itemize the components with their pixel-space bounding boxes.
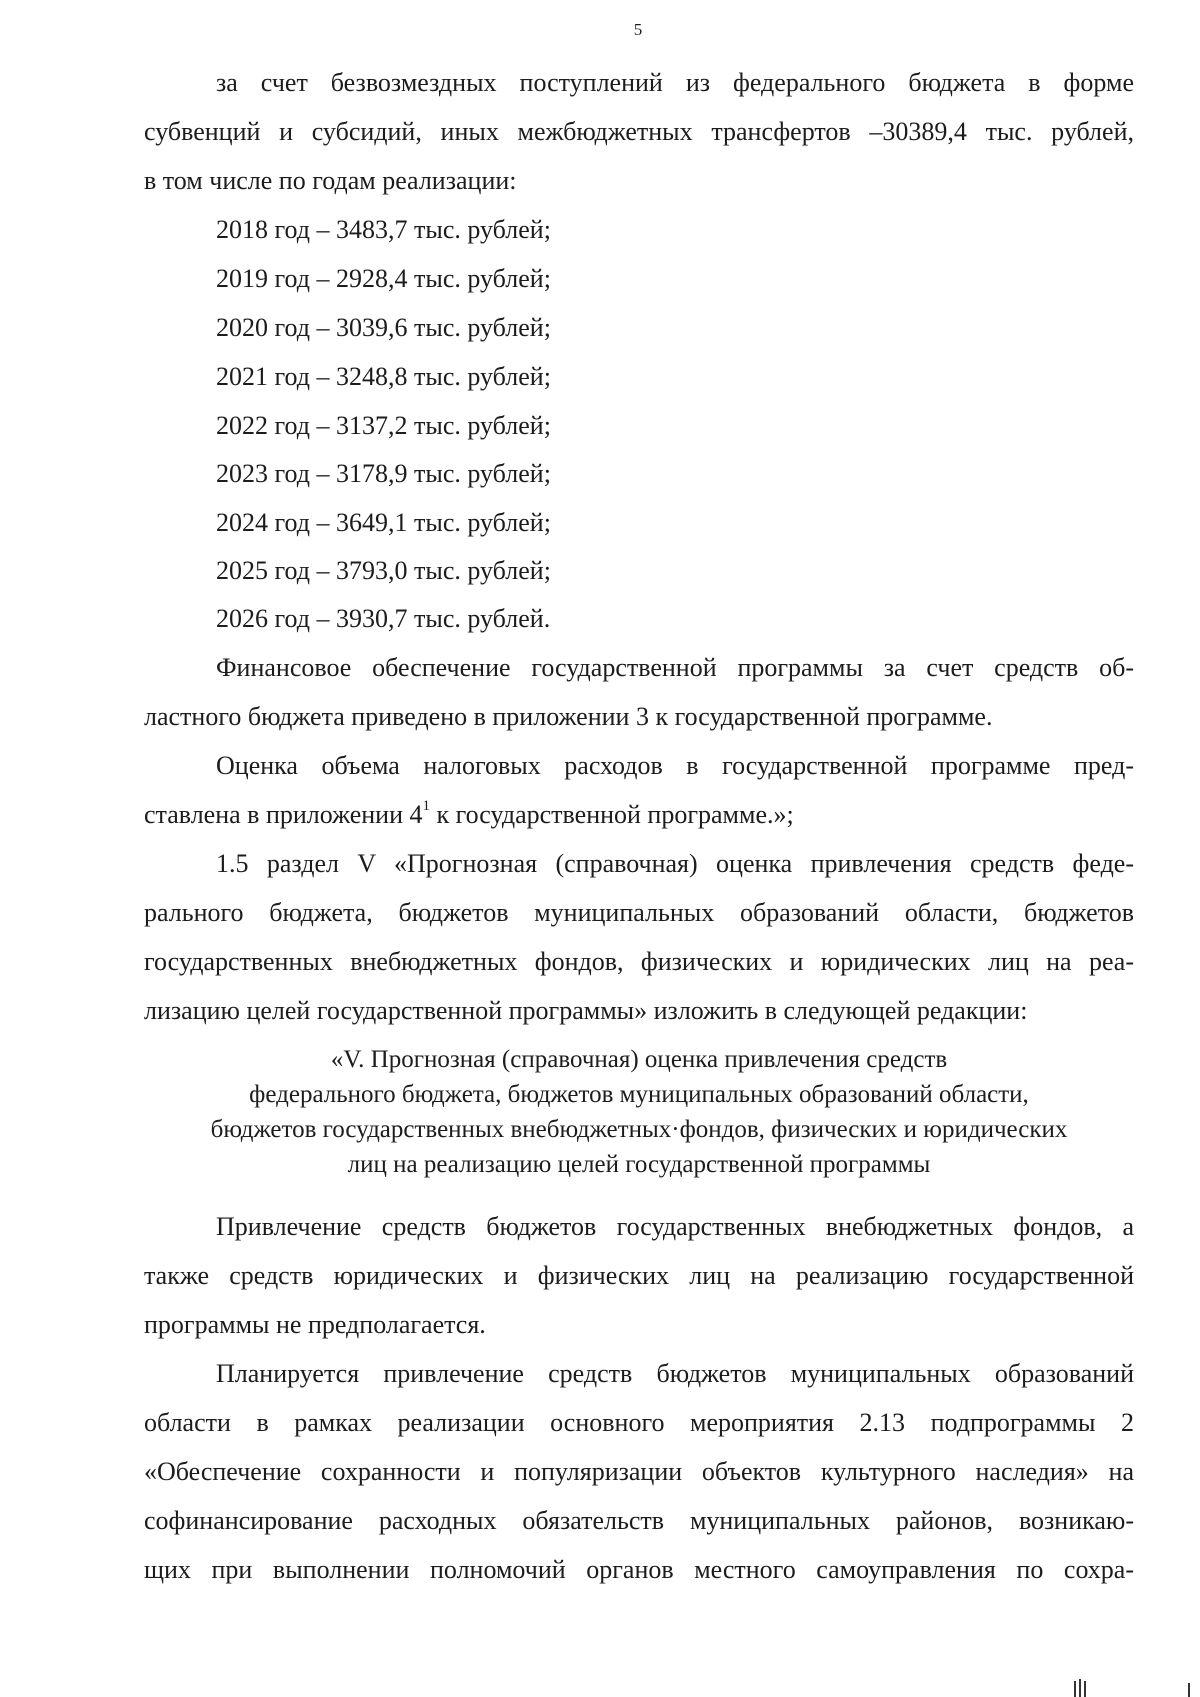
year-item: 2018 год – 3483,7 тыс. рублей;	[216, 215, 551, 244]
section-line-3: государственных внебюджетных фондов, физических и юридических лиц на реа-	[144, 947, 1134, 976]
year-item: 2023 год – 3178,9 тыс. рублей;	[216, 459, 551, 488]
planned-line-2: области в рамках реализации основного мероприятия 2.13 подпрограммы 2	[144, 1408, 1134, 1437]
tax-line-2-text: ставлена в приложении 4	[144, 800, 423, 829]
attract-line-3: программы не предполагается.	[144, 1310, 486, 1339]
year-item: 2021 год – 3248,8 тыс. рублей;	[216, 362, 551, 391]
tax-line-2-end: к государственной программе.»;	[430, 800, 794, 829]
finance-line-2: ластного бюджета приведено в приложении 3 к государственной программе.	[144, 702, 993, 731]
attract-line-1: Привлечение средств бюджетов государственных внебюджетных фондов, а	[216, 1212, 1134, 1241]
section-heading-line-3: бюджетов государственных внебюджетных·фондов, физических и юридических	[210, 1116, 1068, 1143]
attract-line-2: также средств юридических и физических лиц на реализацию государственной	[144, 1261, 1134, 1290]
section-line-2: рального бюджета, бюджетов муниципальных образований области, бюджетов	[144, 898, 1134, 927]
intro-line-3: в том числе по годам реализации:	[144, 166, 517, 195]
year-item: 2020 год – 3039,6 тыс. рублей;	[216, 313, 551, 342]
section-line-4: лизацию целей государственной программы» изложить в следующей редакции:	[144, 996, 1028, 1025]
intro-line-2: субвенций и субсидий, иных межбюджетных трансфертов –30389,4 тыс. рублей,	[144, 117, 1134, 146]
scan-marks	[1060, 1675, 1200, 1697]
section-heading-line-1: «V. Прогнозная (справочная) оценка привлечения средств	[330, 1046, 948, 1073]
year-item: 2019 год – 2928,4 тыс. рублей;	[216, 264, 551, 293]
intro-line-1: за счет безвозмездных поступлений из федерального бюджета в форме	[216, 68, 1134, 97]
section-heading-line-4: лиц на реализацию целей государственной программы	[347, 1151, 931, 1178]
section-line-1: 1.5 раздел V «Прогнозная (справочная) оценка привлечения средств феде-	[216, 849, 1134, 878]
section-heading-line-2: федерального бюджета, бюджетов муниципальных образований области,	[249, 1081, 1029, 1108]
planned-line-3: «Обеспечение сохранности и популяризации объектов культурного наследия» на	[144, 1457, 1134, 1486]
year-item: 2022 год – 3137,2 тыс. рублей;	[216, 411, 551, 440]
page-number: 5	[633, 20, 643, 39]
year-item: 2024 год – 3649,1 тыс. рублей;	[216, 508, 551, 537]
tax-line-2	[144, 800, 794, 830]
year-item: 2026 год – 3930,7 тыс. рублей.	[216, 604, 551, 633]
planned-line-5: щих при выполнении полномочий органов местного самоуправления по сохра-	[144, 1555, 1134, 1584]
year-item: 2025 год – 3793,0 тыс. рублей;	[216, 556, 551, 585]
footnote-superscript: 1	[422, 798, 430, 815]
planned-line-1: Планируется привлечение средств бюджетов муниципальных образований	[216, 1359, 1134, 1388]
planned-line-4: софинансирование расходных обязательств муниципальных районов, возникаю-	[144, 1506, 1134, 1535]
tax-line-1: Оценка объема налоговых расходов в государственной программе пред-	[216, 751, 1134, 780]
finance-line-1: Финансовое обеспечение государственной программы за счет средств об-	[216, 653, 1134, 682]
